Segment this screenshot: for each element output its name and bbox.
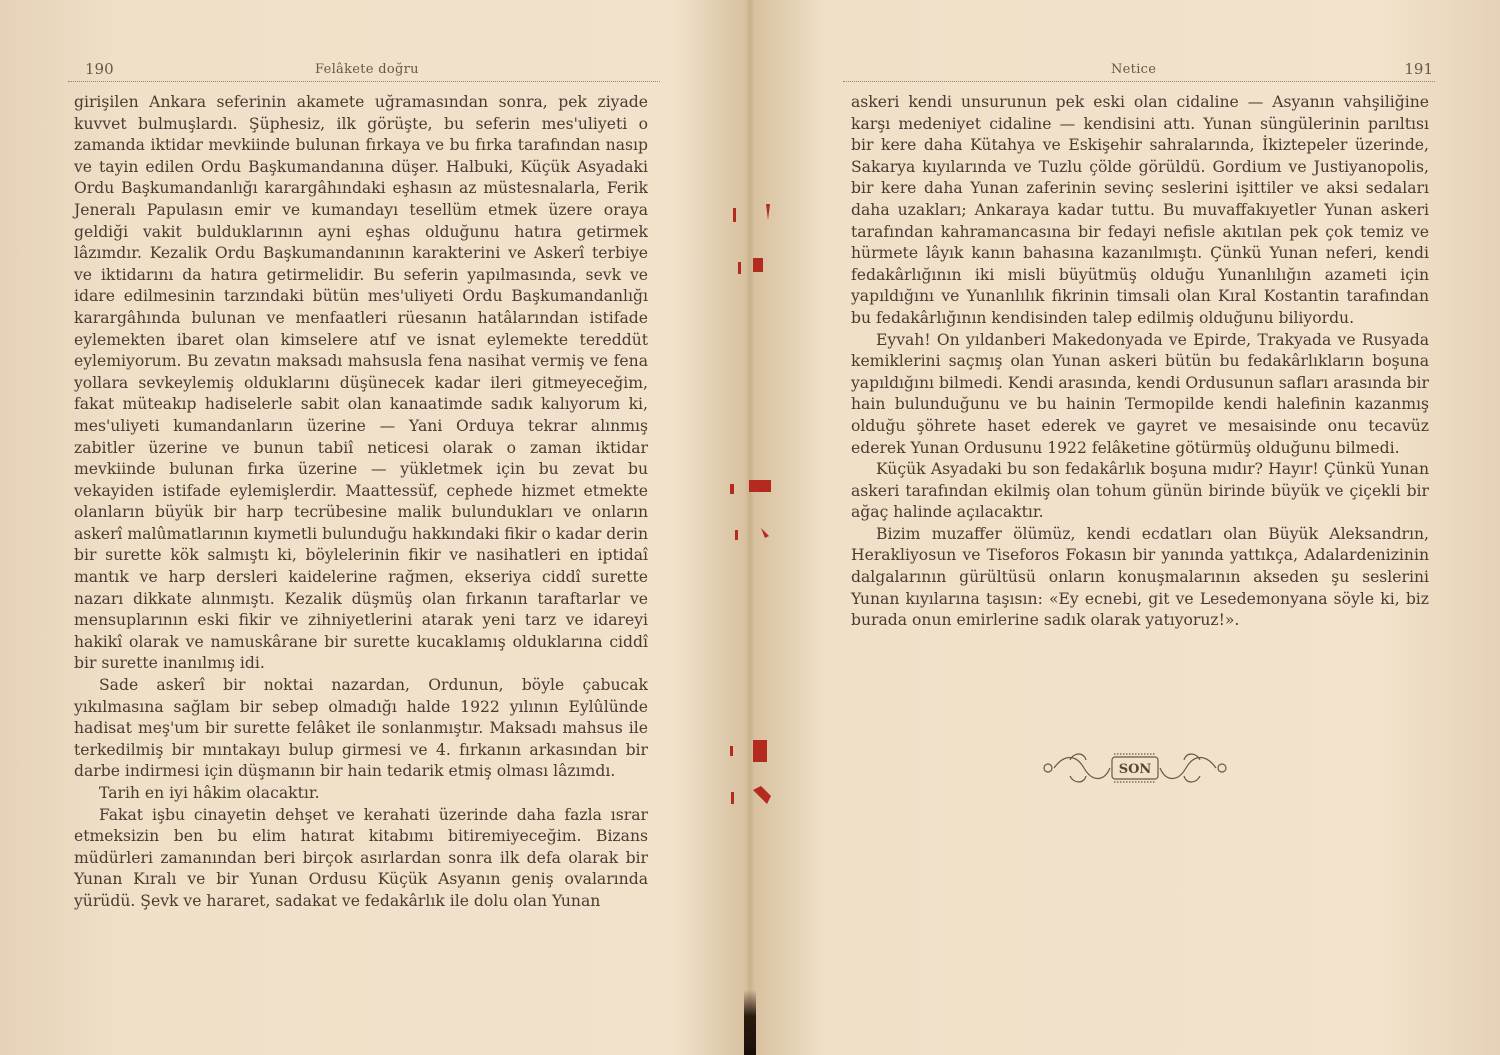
right-header-rule	[843, 81, 1435, 82]
end-ornament-label: SON	[1118, 762, 1152, 777]
gutter-shadow	[744, 990, 756, 1055]
right-body-text	[851, 92, 1429, 632]
binding-marks	[725, 190, 785, 830]
right-running-title: Netice	[1111, 62, 1157, 77]
right-paragraph: Bizim muzaffer ölümüz, kendi ecdatları olan Büyük Aleksandrın, Herakliyosun ve Tiseforos Fokasın bir yanında yattıkça, Adalardenizinin dalgalarının gürültüsü onların konuşmalarının akseden şu seslerini Yunan kıyılarına taşısın: «Ey ecnebi, git ve Lesedemonyana söyle ki, biz burada onun emirlerine sadık olarak yatıyoruz!».	[851, 524, 1429, 630]
right-running-head	[843, 60, 1433, 80]
right-page-number: 191	[1404, 60, 1433, 78]
right-paragraph: Küçük Asyadaki bu son fedakârlık boşuna mıdır? Hayır! Çünkü Yunan askeri tarafından ekilmiş olan tohum günün birinde büyük ve çiçekli bir ağaç halinde açılacaktır.	[851, 460, 1429, 522]
left-body-text	[74, 92, 648, 913]
right-paragraph: askeri kendi unsurunun pek eski olan cidaline — Asyanın vahşiliğine karşı medeniyet cidaline — kendisini attı. Yunan süngülerinin parıltısı bir kere daha Kütahya ve Eskişehir sahralarında, İkiztepeler üzerinde, Sakarya kıyılarında ve Tuzlu çölde görüldü. Gordium ve Justiyanopolis, bir kere daha Yunan zaferinin sevinç seslerini işittiler ve aksi sedaları daha uzakları; Ankaraya kadar tuttu. Bu muvaffakıyetler Yunan askeri tarafından kahramancasına bir fedayi nefisle akıtılan pek çok temiz ve hürmete lâyık kanın bahasına kazanılmıştı. Çünkü Yunan neferi, kendi fedakârlığının iki misli büyütmüş olduğu Yunanlılığın azameti için yapıldığını ve Yunanlılık fikrinin timsali olan Kıral Kostantin tarafından bu fedakârlığının kendisinden talep edilmiş olduğunu biliyordu.	[851, 93, 1429, 327]
end-ornament	[1040, 748, 1230, 788]
left-paragraph: girişilen Ankara seferinin akamete uğramasından sonra, pek ziyade kuvvet bulmuşlardı. Şüphesiz, ilk görüşte, bu seferin mes'uliyeti o zamanda iktidar mevkiinde bulunan fırkaya ve bu fırka tarafından nasıp ve tayin edilen Ordu Başkumandanına düşer. Halbuki, Küçük Asyadaki Ordu Başkumandanlığı karargâhındaki eşhasın az müstesnalarla, Ferik Jeneralı Papulasın emir ve kumandayı tesellüm etmek üzere oraya geldiği vakit bulduklarının ayni eşhas olduğunu hatıra getirmek lâzımdır. Kezalik Ordu Başkumandanının karakterini ve Askerî terbiye ve iktidarını da hatıra getirmelidir. Bu seferin yapılmasında, sevk ve idare edilmesinin tarzındaki bütün mes'uliyeti Ordu Başkumandanlığı karargâhında bulunan ve menfaatleri rüesanın hatâlarından istifade eylemekten ibaret olan kimselere atıf ve isnat eylemekte tereddüt eylemiyorum. Bu zevatın maksadı mahsusla fena nasihat vermiş ve fena yollara sevkeylemiş olduklarını düşünecek kadar ileri gitmeyeceğim, fakat müteakıp hadiselerle sabit olan kanaatimde sadık kalıyorum ki, mes'uliyeti kumandanların üzerine — Yani Orduya tekrar alınmış zabitler üzerine ve bunun tabiî neticesi olarak o zaman iktidar mevkiinde bulunan fırka üzerine — yükletmek için bu zevat bu vekayiden istifade eylemişlerdir. Maattessüf, cephede hizmet etmekte olanların büyük bir harp tecrübesine malik bulundukları ve onların askerî malûmatlarının kıymetli bulunduğu hakkındaki fikir o kadar derin bir surette kök salmıştı ki, böylelerinin fikir ve nasihatleri en iptidaî mantık ve harp dersleri kaidelerine rağmen, ekseriya ciddî surette nazarı dikkate alınmıştı. Kezalik düşmüş olan fırkanın taraftarlar ve mensuplarının eski fikir ve zihniyetlerini atarak yeni tarz ve idareyi hakikî olarak ve namuskârane bir surette kucaklamış olduklarına ciddî bir surette inanılmış idi.	[74, 93, 648, 673]
left-running-title: Felâkete doğru	[315, 62, 419, 77]
right-page	[750, 0, 1500, 1055]
left-paragraph: Sade askerî bir noktai nazardan, Ordunun, böyle çabucak yıkılmasına sağlam bir sebep olmadığı halde 1922 yılının Eylûlünde hadisat meş'um bir surette felâket ile sonlanmıştır. Maksadı mahsus ile terkedilmiş bir mıntakayı bulup girmesi ve 4. fırkanın arkasından bir darbe indirmesi için düşmanın bir hain tedarik etmiş olması lâzımdı.	[74, 676, 648, 781]
left-page-number: 190	[85, 60, 114, 78]
left-header-rule	[68, 81, 660, 82]
left-running-head	[68, 60, 658, 80]
left-paragraph: Tarih en iyi hâkim olacaktır.	[99, 784, 320, 802]
left-paragraph: Fakat işbu cinayetin dehşet ve kerahati üzerinde daha fazla ısrar etmeksizin ben bu elim hatırat kitabımı bitiremiyeceğim. Bizans müdürleri zamanından beri birçok asırlardan sonra ilk defa olarak bir Yunan Kıralı ve bir Yunan Ordusu Küçük Asyanın geniş ovalarında yürüdü. Şevk ve hararet, sadakat ve fedakârlık ile dolu olan Yunan	[74, 805, 648, 910]
right-paragraph: Eyvah! On yıldanberi Makedonyada ve Epirde, Trakyada ve Rusyada kemiklerini saçmış olan Yunan askeri bütün bu fedakârlıkların boşuna yapıldığını bilmedi. Kendi arasında, kendi Ordusunun safları arasında bir hain bulunduğunu ve bu hainin Termopilde kendi halefinin kazanmış olduğu şöhrete haset ederek ve gayret ve mesaisinde onu tecavüz ederek Yunan Ordusunu 1922 felâketine götürmüş olduğunu bilmedi.	[851, 330, 1429, 457]
